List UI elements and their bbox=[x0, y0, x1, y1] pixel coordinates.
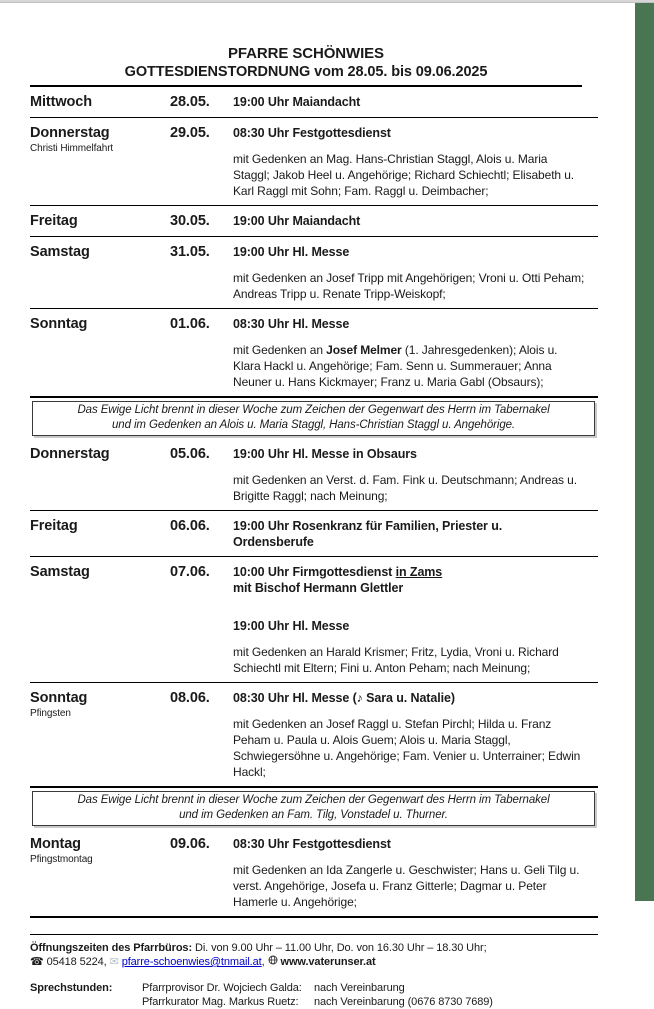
website-text: www.vaterunser.at bbox=[280, 956, 376, 968]
event-headline: 10:00 Uhr Firmgottesdienst in Zams bbox=[233, 565, 443, 579]
office-hours-line bbox=[30, 941, 598, 955]
event-headline-line2: mit Bischof Hermann Glettler bbox=[233, 581, 404, 595]
day-label: Sonntag bbox=[30, 316, 88, 332]
ewiges-licht-line2: und im Gedenken an Fam. Tilg, Vonstadel u. Thurner. bbox=[179, 809, 448, 821]
sprechstunden-section bbox=[30, 981, 598, 1009]
schedule-row bbox=[30, 237, 598, 309]
day-label: Mittwoch bbox=[30, 94, 93, 110]
day-label: Freitag bbox=[30, 213, 78, 229]
date-label: 09.06. bbox=[170, 836, 210, 852]
memorial-text: mit Gedenken an Harald Krismer; Fritz, Lydia, Vroni u. Richard Schiechtl mit Eltern; Fini u. Anton Peham; nach Meinung; bbox=[233, 645, 559, 675]
contact-info: nach Vereinbarung (0676 8730 7689) bbox=[314, 996, 493, 1008]
day-sublabel: Pfingsten bbox=[30, 708, 71, 719]
memorial-text: mit Gedenken an Josef Melmer (1. Jahresgedenken); Alois u. Klara Hackl u. Angehörige; Fam. Senn u. Summerauer; Anna Neuner u. Hans Kickmayer; Franz u. Maria Gabl (Obsaurs); bbox=[233, 343, 558, 389]
event-headline: 08:30 Uhr Festgottesdienst bbox=[233, 837, 391, 851]
schedule-row bbox=[30, 557, 598, 683]
event-headline: 19:00 Uhr Hl. Messe bbox=[233, 619, 350, 633]
date-label: 29.05. bbox=[170, 125, 210, 141]
event-headline: 19:00 Uhr Maiandacht bbox=[233, 214, 361, 228]
day-label: Donnerstag bbox=[30, 125, 110, 141]
event-headline: 08:30 Uhr Festgottesdienst bbox=[233, 126, 391, 140]
contact-row bbox=[142, 995, 493, 1009]
day-label: Freitag bbox=[30, 518, 78, 534]
memorial-text: mit Gedenken an Josef Raggl u. Stefan Pirchl; Hilda u. Franz Peham u. Paula u. Alois Guem; Alois u. Maria Staggl, Schwiegersöhne u. Angehörige; Fam. Venier u. Unterrainer; Edwin Hackl; bbox=[233, 717, 581, 779]
page-subtitle: GOTTESDIENSTORDNUNG vom 28.05. bis 09.06.2025 bbox=[124, 64, 488, 80]
ewiges-licht-line1: Das Ewige Licht brennt in dieser Woche zum Zeichen der Gegenwart des Herrn im Tabernakel bbox=[77, 404, 550, 416]
event-headline: 19:00 Uhr Hl. Messe bbox=[233, 245, 350, 259]
day-label: Samstag bbox=[30, 564, 90, 580]
envelope-icon: ✉ bbox=[109, 956, 119, 968]
date-label: 30.05. bbox=[170, 213, 210, 229]
date-label: 01.06. bbox=[170, 316, 210, 332]
day-label: Montag bbox=[30, 836, 81, 852]
schedule-row bbox=[30, 511, 598, 557]
ewiges-licht-line1: Das Ewige Licht brennt in dieser Woche zum Zeichen der Gegenwart des Herrn im Tabernakel bbox=[77, 794, 550, 806]
memorial-highlight-name: Josef Melmer bbox=[326, 343, 402, 357]
contact-name: Pfarrkurator Mag. Markus Ruetz: bbox=[142, 996, 299, 1008]
event-location-underlined: in Zams bbox=[395, 565, 443, 579]
contact-row bbox=[142, 981, 493, 995]
memorial-text: mit Gedenken an Josef Tripp mit Angehörigen; Vroni u. Otti Peham; Andreas Tripp u. Renate Tripp-Weiskopf; bbox=[233, 271, 585, 301]
date-label: 05.06. bbox=[170, 446, 210, 462]
date-label: 07.06. bbox=[170, 564, 210, 580]
schedule-row bbox=[30, 118, 598, 206]
date-label: 06.06. bbox=[170, 518, 210, 534]
day-label: Sonntag bbox=[30, 690, 88, 706]
event-headline: 08:30 Uhr Hl. Messe bbox=[233, 317, 350, 331]
page-header bbox=[30, 44, 582, 82]
date-label: 28.05. bbox=[170, 94, 210, 110]
schedule-row bbox=[30, 206, 598, 237]
day-label: Samstag bbox=[30, 244, 90, 260]
ewiges-licht-line2: und im Gedenken an Alois u. Maria Staggl, Hans-Christian Staggl u. Angehörige. bbox=[111, 419, 516, 431]
green-side-bar bbox=[635, 0, 654, 901]
schedule-row bbox=[30, 439, 598, 511]
memorial-text: mit Gedenken an Verst. d. Fam. Fink u. Deutschmann; Andreas u. Brigitte Raggl; nach Meinung; bbox=[233, 473, 577, 503]
day-label: Donnerstag bbox=[30, 446, 110, 462]
email-link[interactable]: pfarre-schoenwies@tnmail.at bbox=[121, 956, 262, 968]
sprechstunden-label: Sprechstunden: bbox=[30, 982, 113, 994]
ewiges-licht-box bbox=[32, 401, 595, 436]
globe-icon bbox=[268, 955, 278, 969]
memorial-text: mit Gedenken an Ida Zangerle u. Geschwister; Hans u. Geli Tilg u. verst. Angehörige, Josefa u. Franz Gitterle; Dagmar u. Peter Hamerle u. Angehörige; bbox=[233, 863, 580, 909]
phone-number: 05418 5224, bbox=[43, 956, 110, 968]
date-label: 31.05. bbox=[170, 244, 210, 260]
schedule-row bbox=[30, 829, 598, 918]
bulletin-page bbox=[30, 0, 598, 1009]
contact-info: nach Vereinbarung bbox=[314, 982, 405, 994]
top-divider-strip bbox=[0, 0, 654, 3]
email-separator: , bbox=[261, 956, 268, 968]
office-hours-label: Öffnungszeiten des Pfarrbüros: bbox=[30, 942, 193, 954]
schedule-row bbox=[30, 87, 598, 118]
footer bbox=[30, 934, 598, 1009]
event-headline: 19:00 Uhr Hl. Messe in Obsaurs bbox=[233, 447, 417, 461]
memorial-text: mit Gedenken an Mag. Hans-Christian Staggl, Alois u. Maria Staggl; Jakob Heel u. Angehörige; Richard Schiechtl; Elisabeth u. Karl Raggl mit Sohn; Fam. Raggl u. Deimbacher; bbox=[233, 152, 575, 198]
page-title: PFARRE SCHÖNWIES bbox=[228, 45, 384, 62]
contact-line bbox=[30, 955, 598, 969]
schedule-row bbox=[30, 309, 598, 398]
day-sublabel: Pfingstmontag bbox=[30, 854, 93, 865]
ewiges-licht-box bbox=[32, 791, 595, 826]
day-sublabel: Christi Himmelfahrt bbox=[30, 143, 114, 154]
event-headline: 08:30 Uhr Hl. Messe (♪ Sara u. Natalie) bbox=[233, 691, 455, 705]
phone-icon: ☎ bbox=[30, 956, 44, 968]
event-headline: 19:00 Uhr Rosenkranz für Familien, Priester u. Ordensberufe bbox=[233, 519, 503, 549]
office-hours-text: Di. von 9.00 Uhr – 11.00 Uhr, Do. von 16.30 Uhr – 18.30 Uhr; bbox=[192, 942, 487, 954]
date-label: 08.06. bbox=[170, 690, 210, 706]
event-headline: 19:00 Uhr Maiandacht bbox=[233, 95, 361, 109]
schedule-row bbox=[30, 683, 598, 788]
contact-name: Pfarrprovisor Dr. Wojciech Galda: bbox=[142, 982, 302, 994]
